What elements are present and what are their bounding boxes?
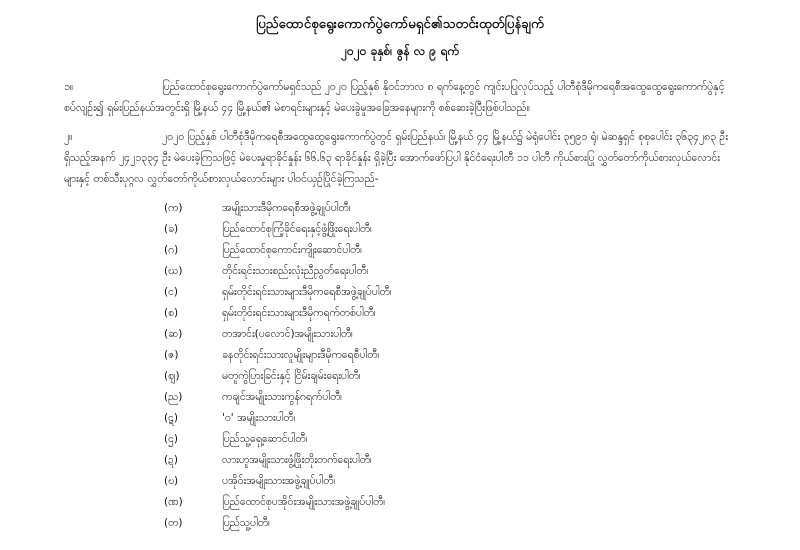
- party-name: ကချင်အမျိုးသားကွန်ဂရက်ပါတီ၊: [222, 391, 342, 403]
- party-name: တိုင်းရင်းသားစည်းလုံးညီညွတ်ရေးပါတီ၊: [222, 265, 369, 277]
- list-marker: (ဂ): [164, 244, 179, 256]
- paragraph-1: [64, 77, 728, 119]
- party-name: မတူကွဲပြားခြင်းနှင့် ငြိမ်းချမ်းရေးပါတီ၊: [222, 370, 361, 382]
- list-marker: (ဋ): [164, 412, 179, 424]
- party-name: အမျိုးသားဒီမိုကရေစီအဖွဲ့ချုပ်ပါတီ၊: [222, 202, 351, 214]
- list-marker: (ဇ): [164, 349, 179, 361]
- list-item: [0, 345, 800, 366]
- party-name: တအာင်း(ပလောင်)အမျိုးသားပါတီ၊: [222, 328, 353, 340]
- list-marker: (ဍ): [164, 454, 179, 466]
- list-item: [0, 324, 800, 345]
- list-marker: (ဈ): [164, 370, 180, 382]
- party-name: လားဟူအမျိုးသားဖွံ့ဖြိုးတိုးတက်ရေးပါတီ၊: [222, 454, 372, 466]
- list-item: [0, 492, 800, 513]
- list-marker: (ဏ): [164, 496, 183, 508]
- list-item: [0, 240, 800, 261]
- list-item: [0, 366, 800, 387]
- list-marker: (ခ): [164, 223, 179, 235]
- list-marker: (ဃ): [164, 265, 183, 277]
- paragraph-text: ၂၀၂၀ ပြည့်နှစ် ပါတီစုံဒီမိုကရေစီအထွေထွေရွေးကောက်ပွဲတွင် ရှမ်းပြည်နယ်၊ မြို့နယ် ၄၄ မြို့နယ်၌ မဲရုံပေါင်း ၃၅၉၁ ရုံ၊ မဲဆန္ဒရှင် စုစုပေါင်း ၃၆၃၄၂၈၃ ဦး ရှိသည့်အနက် ၂၄၂၁၃၃၄ ဦး မဲပေးခဲ့ကြသဖြင့် မဲပေးမှုရာခိုင်နှုန်း ၆၆.၆၃ ရာခိုင်နှုန်း ရှိခဲ့ပြီး အောက်ဖော်ပြပါ နိုင်ငံရေးပါတီ ၁၁ ပါတီ ကိုယ်စားပြု လွှတ်တော်ကိုယ်စားလှယ်လောင်းများနှင့် တစ်သီးပုဂ္ဂလ လွှတ်တော်ကိုယ်စားလှယ်လောင်းများ ပါဝင်ယှဉ်ပြိုင်ခဲ့ကြသည်-: [64, 131, 728, 185]
- list-marker: (ည): [164, 391, 183, 403]
- list-item: [0, 513, 800, 534]
- party-name: ပြည်ထောင်စုပအိုဝ်းအမျိုးသားအဖွဲ့ချုပ်ပါတီ၊: [222, 496, 385, 508]
- list-item: [0, 408, 800, 429]
- party-name: 'ဝ' အမျိုးသားပါတီ၊: [222, 412, 296, 424]
- party-name: ပြည်ထောင်စုကောင်းကျိုးဆောင်ပါတီ၊: [222, 244, 362, 256]
- party-name: ပြည်ထောင်စုကြံ့ခိုင်ရေးနှင့်ဖွံ့ဖြိုးရေးပါတီ၊: [222, 223, 372, 235]
- list-marker: (တ): [164, 517, 183, 529]
- list-item: [0, 198, 800, 219]
- list-item: [0, 429, 800, 450]
- party-name: ရှမ်းတိုင်းရင်းသားများဒီမိုကရက်တစ်ပါတီ၊: [222, 307, 376, 319]
- party-name: ခနတိုင်းရင်းသားလူမျိုးများဒီမိုကရေစီပါတီ၊: [222, 349, 380, 361]
- list-item: [0, 303, 800, 324]
- paragraph-number: ၁။: [64, 81, 74, 93]
- list-marker: (င): [164, 286, 179, 298]
- document-date: ၂၀၂၀ ခုနှစ်၊ ဇွန် လ ၉ ရက်: [341, 44, 459, 58]
- party-name: ပအိုဝ်းအမျိုးသားအဖွဲ့ချုပ်ပါတီ၊: [222, 475, 336, 487]
- list-item: [0, 450, 800, 471]
- list-marker: (က): [164, 202, 183, 214]
- paragraph-text: ပြည်ထောင်စုရွေးကောက်ပွဲကော်မရှင်သည် ၂၀၂၀ ပြည့်နှစ် နိုဝင်ဘာလ ၈ ရက်နေ့တွင် ကျင်းပပြုလုပ်သည့် ပါတီစုံဒီမိုကရေစီအထွေထွေရွေးကောက်ပွဲနှင့်စပ်လျဉ်း၍ ရှမ်းပြည်နယ်အတွင်းရှိ မြို့နယ် ၄၄ မြို့နယ်၏ မဲစာရင်းများနှင့် မဲပေးခွဲမှုအခြေအနေများကို စစ်ဆေးခဲ့ပြီးဖြစ်ပါသည်။: [64, 81, 725, 114]
- list-marker: (ဆ): [164, 328, 183, 340]
- party-name: ပြည်သူ့ရှေ့ဆောင်ပါတီ၊: [222, 433, 308, 445]
- list-item: [0, 261, 800, 282]
- party-list: [0, 198, 800, 534]
- list-item: [0, 219, 800, 240]
- paragraph-2: [64, 127, 728, 190]
- party-name: ရှမ်းတိုင်းရင်းသားများဒီမိုကရေစီအဖွဲ့ချုပ်ပါတီ၊: [222, 286, 392, 298]
- list-marker: (ဌ): [164, 433, 179, 445]
- list-marker: (ဎ): [164, 475, 179, 487]
- list-marker: (စ): [164, 307, 179, 319]
- party-name: ပြည်သူ့ပါတီ၊: [222, 517, 270, 529]
- list-item: [0, 387, 800, 408]
- paragraph-number: ၂။: [64, 131, 73, 143]
- list-item: [0, 471, 800, 492]
- document-title: ပြည်ထောင်စုရွေးကောက်ပွဲကော်မရှင်၏သတင်းထုတ်ပြန်ချက်: [256, 17, 544, 32]
- list-item: [0, 282, 800, 303]
